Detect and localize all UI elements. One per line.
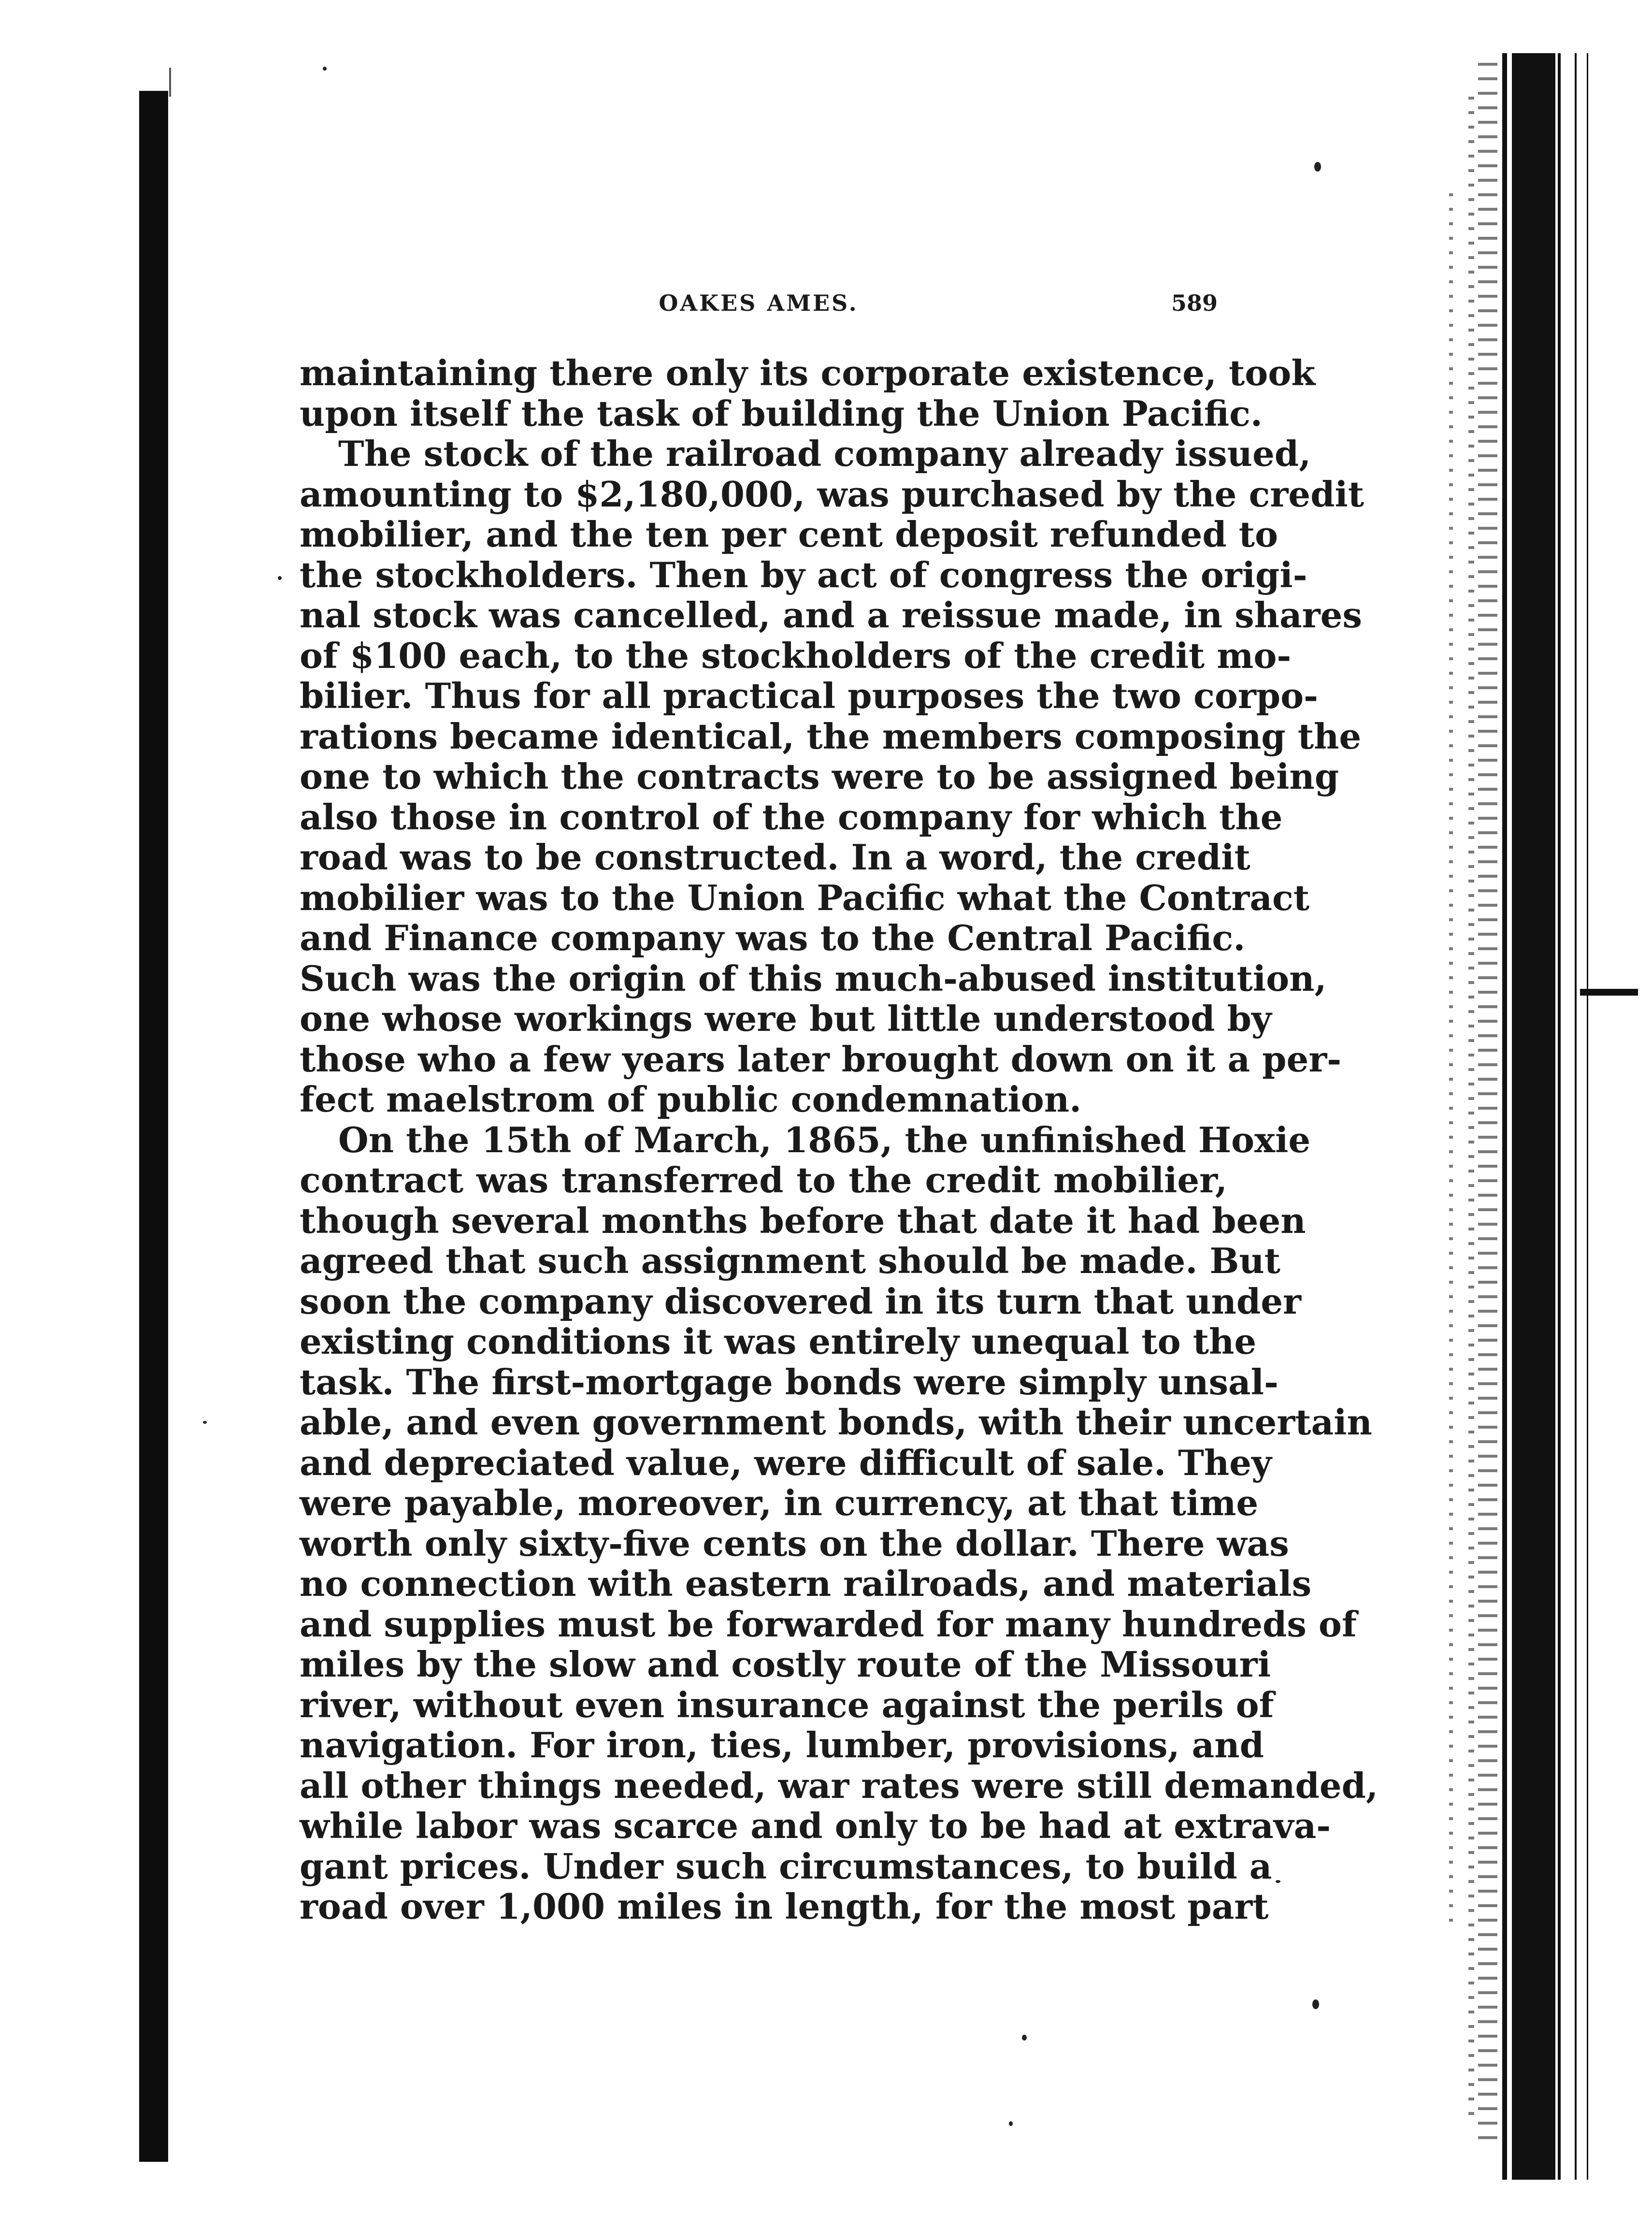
text-line: fect maelstrom of public condemnation. (300, 1079, 1082, 1120)
text-line: of $100 each, to the stockholders of the credit mo- (300, 635, 1292, 676)
text-line: nal stock was cancelled, and a reissue made, in shares (300, 594, 1362, 636)
text-line: existing conditions it was entirely unequal to the (300, 1321, 1257, 1362)
text-line: On the 15th of March, 1865, the unfinished Hoxie (338, 1119, 1311, 1160)
ink-speck (1022, 2035, 1027, 2041)
text-line: one whose workings were but little understood by (300, 998, 1272, 1039)
text-line: river, without even insurance against the perils of (300, 1684, 1274, 1725)
text-line: gant prices. Under such circumstances, to build a (300, 1845, 1272, 1887)
text-line: no connection with eastern railroads, and materials (300, 1563, 1312, 1604)
text-line: road over 1,000 miles in length, for the most part (300, 1886, 1269, 1927)
text-line: worth only sixty-five cents on the dollar. There was (300, 1522, 1289, 1564)
text-line: able, and even government bonds, with their uncertain (300, 1402, 1372, 1443)
text-line: agreed that such assignment should be made. But (300, 1240, 1280, 1281)
scan-mark (169, 68, 171, 97)
body-text (300, 352, 1378, 1927)
ink-speck (1312, 1999, 1319, 2009)
text-line: the stockholders. Then by act of congress the origi- (300, 554, 1307, 595)
text-line: were payable, moreover, in currency, at that time (300, 1482, 1259, 1523)
page-number: 589 (1171, 290, 1218, 316)
text-line: and supplies must be forwarded for many hundreds of (300, 1603, 1357, 1645)
text-line: road was to be constructed. In a word, the credit (300, 837, 1250, 878)
text-line: and depreciated value, were difficult of sale. They (300, 1442, 1272, 1483)
text-line: The stock of the railroad company already issued, (338, 433, 1311, 474)
ink-speck (1009, 2121, 1013, 2126)
book-spine-edge (1430, 0, 1652, 2229)
text-line: miles by the slow and costly route of the Missouri (300, 1644, 1271, 1685)
text-line: mobilier, and the ten per cent deposit refunded to (300, 514, 1279, 555)
running-title: OAKES AMES. (659, 290, 859, 316)
page-left-edge-shadow (139, 91, 168, 2162)
text-line: amounting to $2,180,000, was purchased by the credit (300, 473, 1365, 515)
text-line: all other things needed, war rates were still demanded, (300, 1765, 1378, 1806)
text-line: though several months before that date it had been (300, 1200, 1306, 1241)
text-line: maintaining there only its corporate existence, took (300, 352, 1316, 393)
text-line: while labor was scarce and only to be had at extrava- (300, 1805, 1331, 1846)
running-head (300, 290, 1218, 329)
text-line: Such was the origin of this much-abused institution, (300, 957, 1327, 999)
ink-speck (1314, 162, 1321, 172)
ink-speck (323, 67, 327, 71)
ink-speck (203, 1421, 207, 1424)
text-line: one to which the contracts were to be assigned being (300, 756, 1339, 797)
margin-dash-mark (1580, 989, 1638, 996)
text-line: soon the company discovered in its turn that under (300, 1280, 1301, 1322)
text-line: also those in control of the company for which the (300, 796, 1283, 838)
text-line: upon itself the task of building the Union Pacific. (300, 392, 1263, 434)
ink-speck (1276, 1880, 1280, 1883)
text-line: and Finance company was to the Central Pacific. (300, 917, 1246, 958)
text-line: mobilier was to the Union Pacific what the Contract (300, 877, 1310, 918)
text-line: bilier. Thus for all practical purposes the two corpo- (300, 675, 1319, 716)
text-line: navigation. For iron, ties, lumber, provisions, and (300, 1724, 1264, 1766)
text-line: contract was transferred to the credit mobilier, (300, 1159, 1227, 1201)
text-line: rations became identical, the members composing the (300, 715, 1362, 757)
text-line: task. The first-mortgage bonds were simply unsal- (300, 1361, 1279, 1403)
text-line: those who a few years later brought down on it a per- (300, 1038, 1342, 1080)
ink-speck (278, 576, 282, 580)
